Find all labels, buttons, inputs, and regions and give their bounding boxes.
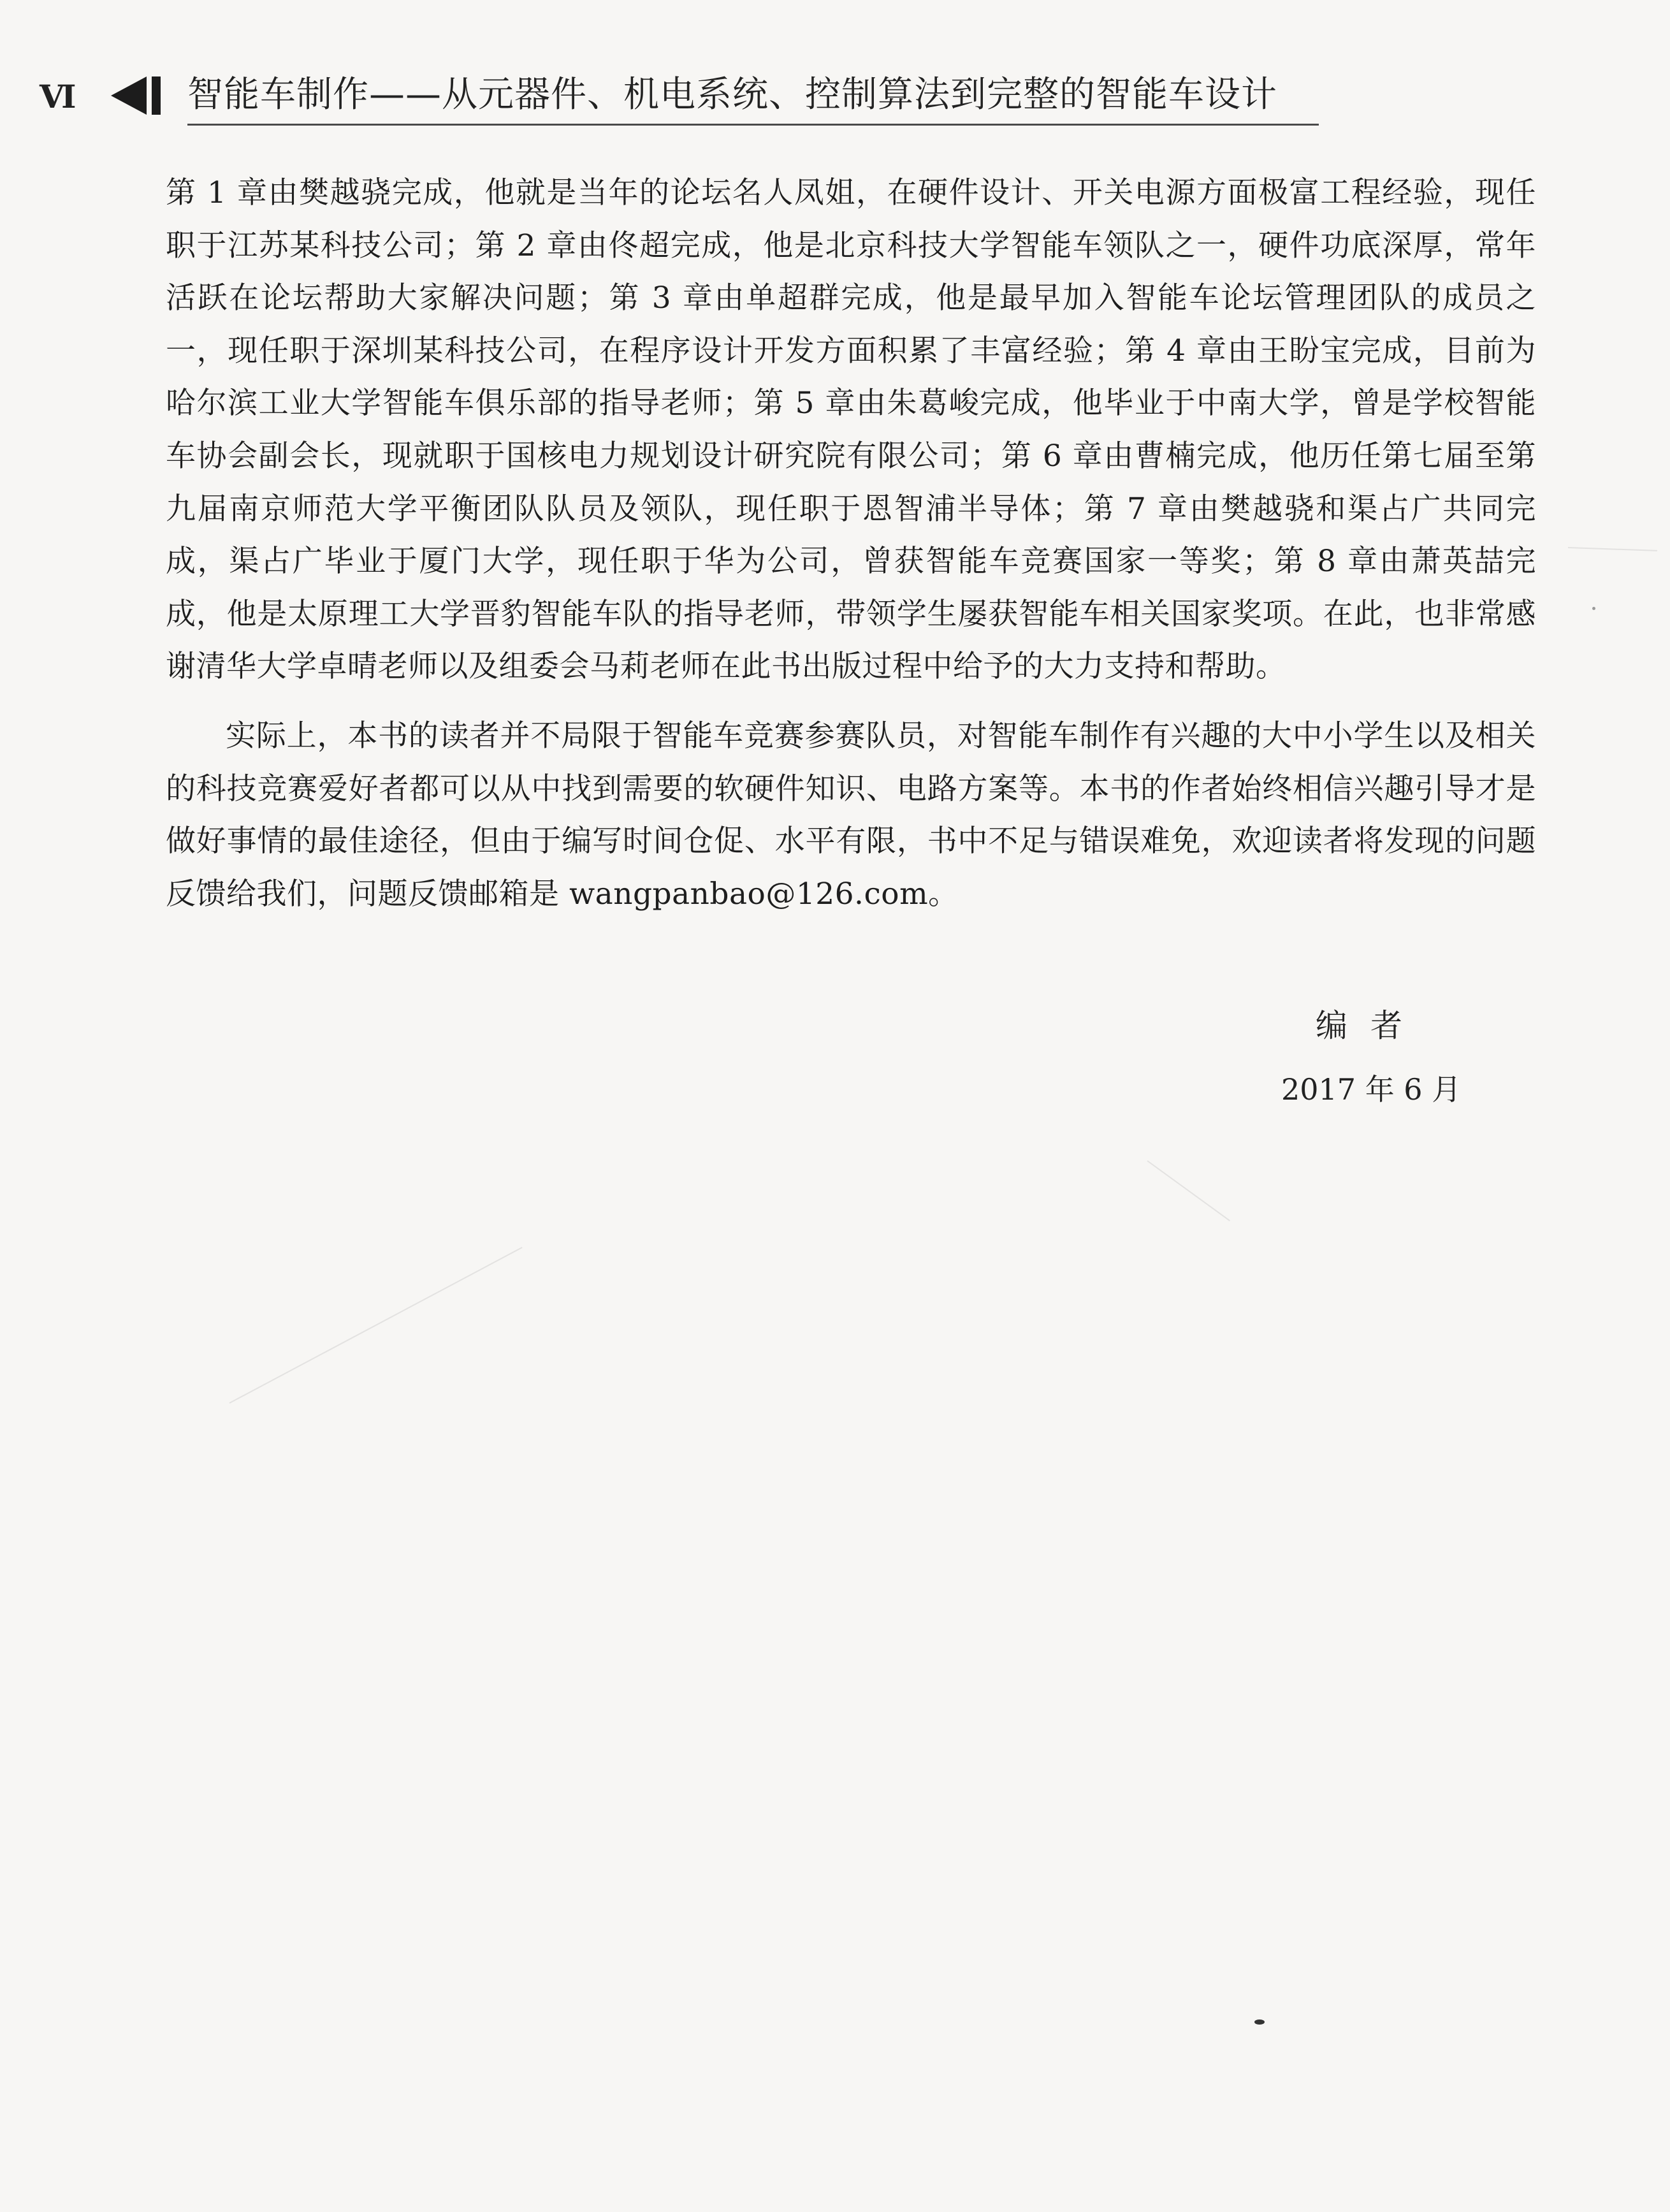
scan-speck (1254, 2019, 1265, 2025)
scan-streak (1568, 547, 1657, 551)
scan-streak (1147, 1160, 1230, 1221)
scan-streak (229, 1247, 523, 1404)
left-arrow-icon (111, 76, 147, 115)
header-rule (187, 124, 1319, 126)
header-bar-ornament (152, 76, 161, 115)
running-header (40, 69, 1582, 122)
paragraph: 实际上，本书的读者并不局限于智能车竞赛参赛队员，对智能车制作有兴趣的大中小学生以及相关的科技竞赛爱好者都可以从中找到需要的软硬件知识、电路方案等。本书的作者始终相信兴趣引导才是做好事情的最佳途径，但由于编写时间仓促、水平有限，书中不足与错误难免，欢迎读者将发现的问题反馈给我们，问题反馈邮箱是 wangpanbao@126.com。 (166, 718, 1536, 912)
scan-speck (1592, 607, 1595, 610)
signature-date: 2017 年 6 月 (1281, 1072, 1462, 1107)
book-title: 智能车制作——从元器件、机电系统、控制算法到完整的智能车设计 (187, 74, 1277, 115)
paragraph: 第 1 章由樊越骁完成，他就是当年的论坛名人凤姐，在硬件设计、开关电源方面极富工程经验，现任职于江苏某科技公司；第 2 章由佟超完成，他是北京科技大学智能车领队之一，硬件功底深厚，常年活跃在论坛帮助大家解决问题；第 3 章由单超群完成，他是最早加入智能车论坛管理团队的成员之一，现任职于深圳某科技公司，在程序设计开发方面积累了丰富经验；第 4 章由王盼宝完成，目前为哈尔滨工业大学智能车俱乐部的指导老师；第 5 章由朱葛峻完成，他毕业于中南大学，曾是学校智能车协会副会长，现就职于国核电力规划设计研究院有限公司；第 6 章由曹楠完成，他历任第七届至第九届南京师范大学平衡团队队员及领队，现任职于恩智浦半导体；第 7 章由樊越骁和渠占广共同完成，渠占广毕业于厦门大学，现任职于华为公司，曾获智能车竞赛国家一等奖；第 8 章由萧英喆完成，他是太原理工大学晋豹智能车队的指导老师，带领学生屡获智能车相关国家奖项。在此，也非常感谢清华大学卓晴老师以及组委会马莉老师在此书出版过程中给予的大力支持和帮助。 (166, 175, 1536, 685)
signature-author: 编者 (1316, 1007, 1425, 1044)
body-text (166, 167, 1536, 920)
page-number: Ⅵ (40, 78, 75, 115)
